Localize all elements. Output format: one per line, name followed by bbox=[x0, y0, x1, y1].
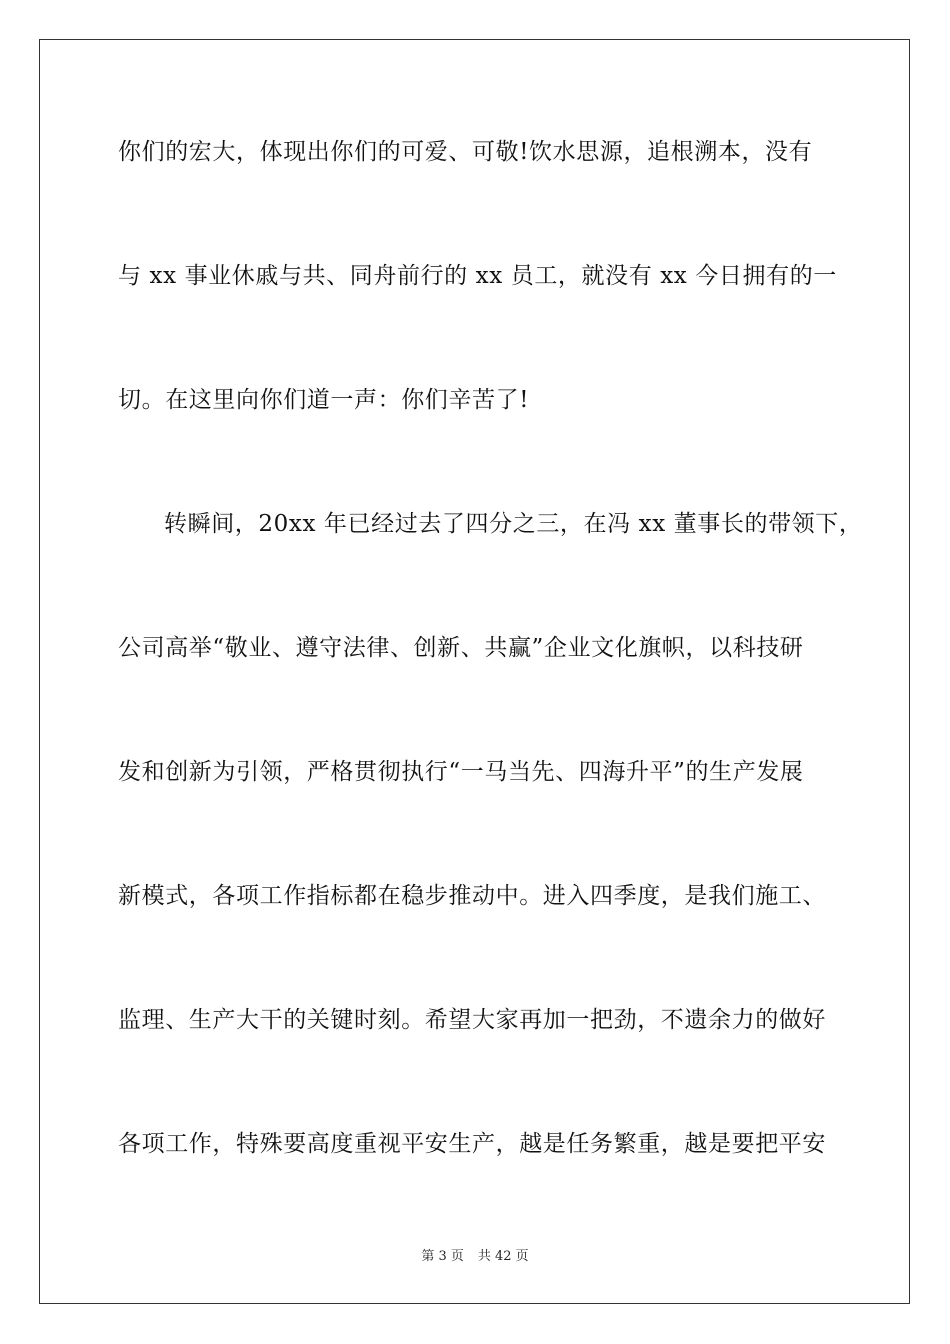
body-text-line: 发和创新为引领，严格贯彻执行“一马当先、四海升平”的生产发展 bbox=[118, 759, 804, 785]
body-text-line: 你们的宏大，体现出你们的可爱、可敬!饮水思源，追根溯本，没有 bbox=[118, 139, 813, 165]
body-text-line: 与 xx 事业休戚与共、同舟前行的 xx 员工，就没有 xx 今日拥有的一 bbox=[118, 263, 837, 289]
page-footer bbox=[0, 1248, 950, 1266]
body-text-line: 监理、生产大干的关键时刻。希望大家再加一把劲，不遗余力的做好 bbox=[118, 1007, 826, 1033]
page-frame bbox=[39, 39, 910, 1304]
page-total: 共 42 页 bbox=[477, 1249, 529, 1264]
body-text-line: 新模式，各项工作指标都在稳步推动中。进入四季度，是我们施工、 bbox=[118, 883, 826, 909]
body-text-line: 切。在这里向你们道一声：你们辛苦了! bbox=[118, 387, 530, 413]
page-number: 第 3 页 bbox=[421, 1249, 464, 1264]
paragraph-first-line: 转瞬间，20xx 年已经过去了四分之三，在冯 xx 董事长的带领下， bbox=[164, 511, 863, 537]
body-text-line: 公司高举“敬业、遵守法律、创新、共赢”企业文化旗帜，以科技研 bbox=[118, 635, 804, 661]
body-text-line: 各项工作，特殊要高度重视平安生产，越是任务繁重，越是要把平安 bbox=[118, 1131, 826, 1157]
